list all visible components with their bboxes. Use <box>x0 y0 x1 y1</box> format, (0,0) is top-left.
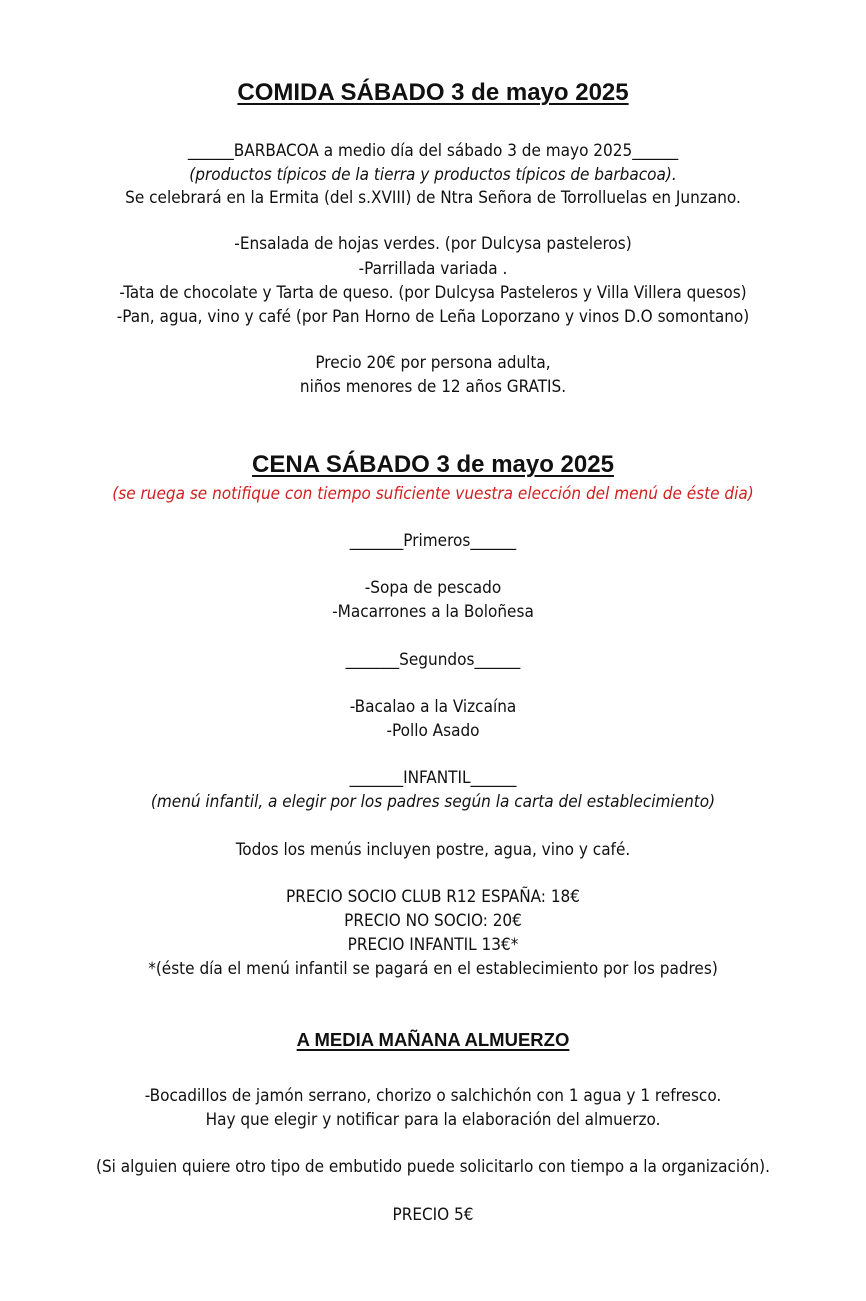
comida-menu-item: -Pan, agua, vino y café (por Pan Horno de Leña Loporzano y vinos D.O somontano) <box>116 307 750 327</box>
comida-menu-item: -Tata de chocolate y Tarta de queso. (por Dulcysa Pasteleros y Villa Villera quesos) <box>119 283 747 303</box>
cena-infantil-header: _______INFANTIL______ <box>349 768 517 788</box>
comida-subtitle: ______BARBACOA a medio día del sábado 3 de mayo 2025______ <box>187 141 679 161</box>
cena-primeros-item: -Sopa de pescado <box>364 578 502 598</box>
cena-segundos-item: -Bacalao a la Vizcaína <box>349 697 517 717</box>
comida-menu-item: -Ensalada de hojas verdes. (por Dulcysa pasteleros) <box>234 234 632 254</box>
cena-infantil-note: (menú infantil, a elegir por los padres según la carta del establecimiento) <box>150 792 716 812</box>
comida-price-children: niños menores de 12 años GRATIS. <box>299 377 567 397</box>
cena-notice: (se ruega se notifique con tiempo suficiente vuestra elección del menú de éste dia) <box>112 484 754 504</box>
cena-title: CENA SÁBADO 3 de mayo 2025 <box>252 451 614 478</box>
cena-includes: Todos los menús incluyen postre, agua, vino y café. <box>235 840 631 860</box>
almuerzo-price: PRECIO 5€ <box>392 1205 474 1225</box>
cena-price-no-socio: PRECIO NO SOCIO: 20€ <box>344 911 522 931</box>
comida-menu-item: -Parrillada variada . <box>358 259 508 279</box>
almuerzo-other-embutido: (Si alguien quiere otro tipo de embutido puede solicitarlo con tiempo a la organización). <box>96 1157 770 1177</box>
comida-location: Se celebrará en la Ermita (del s.XVIII) de Ntra Señora de Torrolluelas en Junzano. <box>125 188 741 208</box>
cena-price-infantil: PRECIO INFANTIL 13€* <box>347 935 519 955</box>
cena-infantil-payment-note: *(éste día el menú infantil se pagará en el establecimiento por los padres) <box>148 959 718 979</box>
almuerzo-bocadillos: -Bocadillos de jamón serrano, chorizo o salchichón con 1 agua y 1 refresco. <box>144 1086 722 1106</box>
cena-price-socio: PRECIO SOCIO CLUB R12 ESPAÑA: 18€ <box>285 887 581 907</box>
cena-segundos-item: -Pollo Asado <box>386 721 480 741</box>
cena-primeros-header: _______Primeros______ <box>349 531 517 551</box>
cena-primeros-item: -Macarrones a la Boloñesa <box>332 602 534 622</box>
cena-segundos-header: _______Segundos______ <box>345 650 521 670</box>
comida-title: COMIDA SÁBADO 3 de mayo 2025 <box>237 79 629 106</box>
almuerzo-notify: Hay que elegir y notificar para la elaboración del almuerzo. <box>205 1110 661 1130</box>
almuerzo-title: A MEDIA MAÑANA ALMUERZO <box>296 1029 570 1050</box>
comida-products-note: (productos típicos de la tierra y productos típicos de barbacoa). <box>189 165 677 185</box>
comida-price-adult: Precio 20€ por persona adulta, <box>315 353 551 373</box>
